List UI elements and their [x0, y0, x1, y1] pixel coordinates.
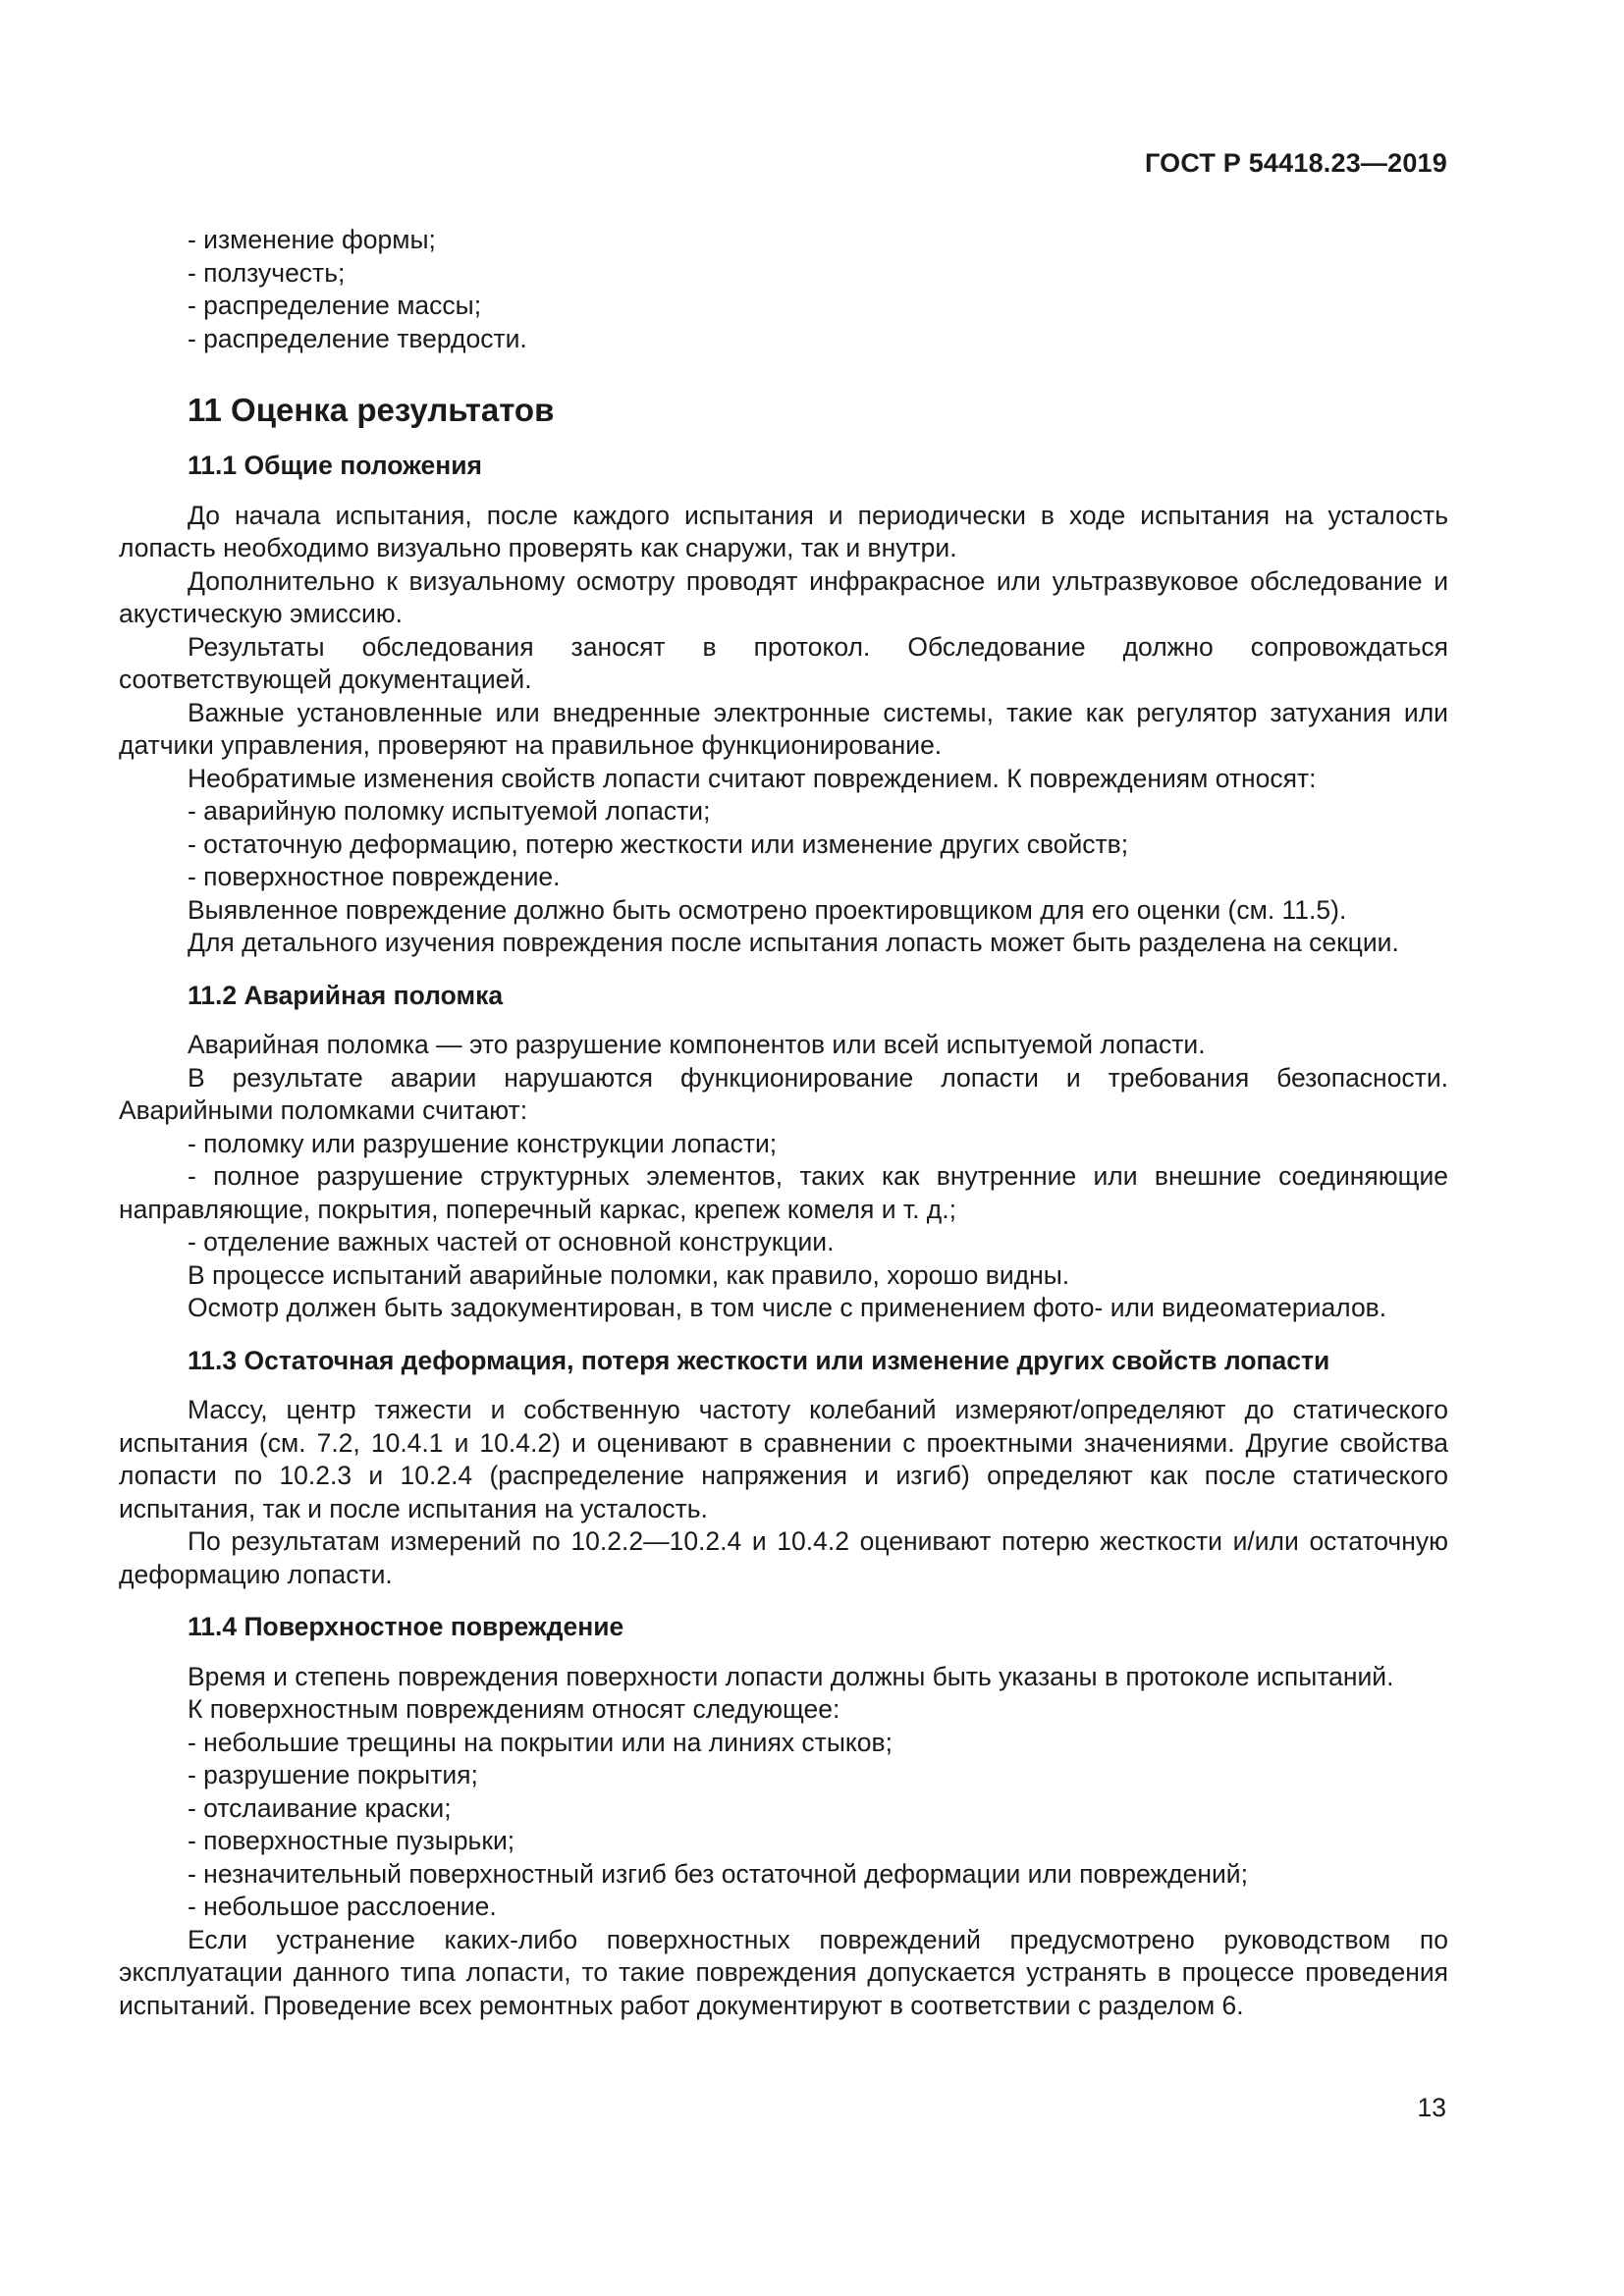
list-item: - небольшие трещины на покрытии или на линиях стыков; — [188, 1727, 893, 1757]
paragraph: До начала испытания, после каждого испытания и периодически в ходе испытания на усталость лопасть необходимо визуально проверять как снаружи, так и внутри. — [119, 500, 1448, 562]
list-item: - изменение формы; — [188, 225, 436, 254]
list-item: - отслаивание краски; — [188, 1792, 452, 1823]
paragraph: Если устранение каких-либо поверхностных повреждений предусмотрено руководством по эксплуатации данного типа лопасти, то такие повреждения допускается устранять в процессе проведения испытаний. Проведение всех ремонтных работ документируют в соответствии с разделом 6. — [119, 1924, 1448, 2020]
subsection-title-11-1: 11.1 Общие положения — [188, 451, 483, 480]
list-item: - отделение важных частей от основной конструкции. — [188, 1227, 835, 1256]
subsection-title-11-2: 11.2 Аварийная поломка — [188, 980, 504, 1010]
intro-list — [119, 224, 1448, 355]
page-content — [119, 224, 1448, 2022]
list-item: - распределение массы; — [188, 291, 482, 320]
document-code: ГОСТ Р 54418.23—2019 — [1145, 148, 1447, 178]
paragraph: Время и степень повреждения поверхности лопасти должны быть указаны в протоколе испытаний. — [188, 1661, 1394, 1691]
paragraph: К поверхностным повреждениям относят следующее: — [188, 1694, 840, 1724]
section-title: 11 Оценка результатов — [188, 392, 555, 428]
paragraph: Дополнительно к визуальному осмотру проводят инфракрасное или ультразвуковое обследование и акустическую эмиссию. — [119, 565, 1448, 628]
list-item: - поверхностное повреждение. — [188, 862, 561, 891]
list-item: - поломку или разрушение конструкции лопасти; — [188, 1128, 778, 1158]
list-item: - небольшое расслоение. — [188, 1892, 497, 1921]
subsection-title-11-3: 11.3 Остаточная деформация, потеря жесткости или изменение других свойств лопасти — [188, 1345, 1330, 1375]
page-number: 13 — [1417, 2093, 1446, 2122]
paragraph: Осмотр должен быть задокументирован, в том числе с применением фото- или видеоматериалов. — [188, 1293, 1387, 1322]
paragraph: Массу, центр тяжести и собственную частоту колебаний измеряют/определяют до статического испытания (см. 7.2, 10.4.1 и 10.4.2) и оценивают в сравнении с проектными значениями. Другие свойства лопасти по 10.2.3 и 10.2.4 (распределение напряжения и изгиб) определяют как после статического испытания, так и после испытания на усталость. — [119, 1395, 1448, 1523]
paragraph: Выявленное повреждение должно быть осмотрено проектировщиком для его оценки (см. 11.5). — [188, 894, 1347, 925]
list-item: - разрушение покрытия; — [188, 1760, 478, 1789]
list-item: - остаточную деформацию, потерю жесткости или изменение других свойств; — [188, 828, 1129, 859]
list-item: - поверхностные пузырьки; — [188, 1826, 515, 1855]
list-item: - распределение твердости. — [188, 323, 527, 353]
paragraph: Необратимые изменения свойств лопасти считают повреждением. К повреждениям относят: — [188, 763, 1317, 793]
list-item: - аварийную поломку испытуемой лопасти; — [188, 796, 711, 826]
list-item: - ползучесть; — [188, 257, 346, 288]
subsection-title-11-4: 11.4 Поверхностное повреждение — [188, 1612, 624, 1641]
list-item: - полное разрушение структурных элементов, таких как внутренние или внешние соединяющие направляющие, покрытия, поперечный каркас, крепеж комеля и т. д.; — [119, 1161, 1448, 1224]
paragraph: Результаты обследования заносят в протокол. Обследование должно сопровождаться соответствующей документацией. — [119, 631, 1448, 694]
paragraph: В результате аварии нарушаются функционирование лопасти и требования безопасности. Аварийными поломками считают: — [119, 1062, 1448, 1125]
paragraph: В процессе испытаний аварийные поломки, как правило, хорошо видны. — [188, 1259, 1070, 1290]
paragraph: Аварийная поломка — это разрушение компонентов или всей испытуемой лопасти. — [188, 1030, 1206, 1059]
paragraph: Для детального изучения повреждения после испытания лопасть может быть разделена на секции. — [188, 928, 1399, 957]
paragraph: По результатам измерений по 10.2.2—10.2.4 и 10.4.2 оценивают потерю жесткости и/или остаточную деформацию лопасти. — [119, 1526, 1448, 1589]
list-item: - незначительный поверхностный изгиб без остаточной деформации или повреждений; — [188, 1858, 1248, 1889]
paragraph: Важные установленные или внедренные электронные системы, такие как регулятор затухания или датчики управления, проверяют на правильное функционирование. — [119, 697, 1448, 760]
